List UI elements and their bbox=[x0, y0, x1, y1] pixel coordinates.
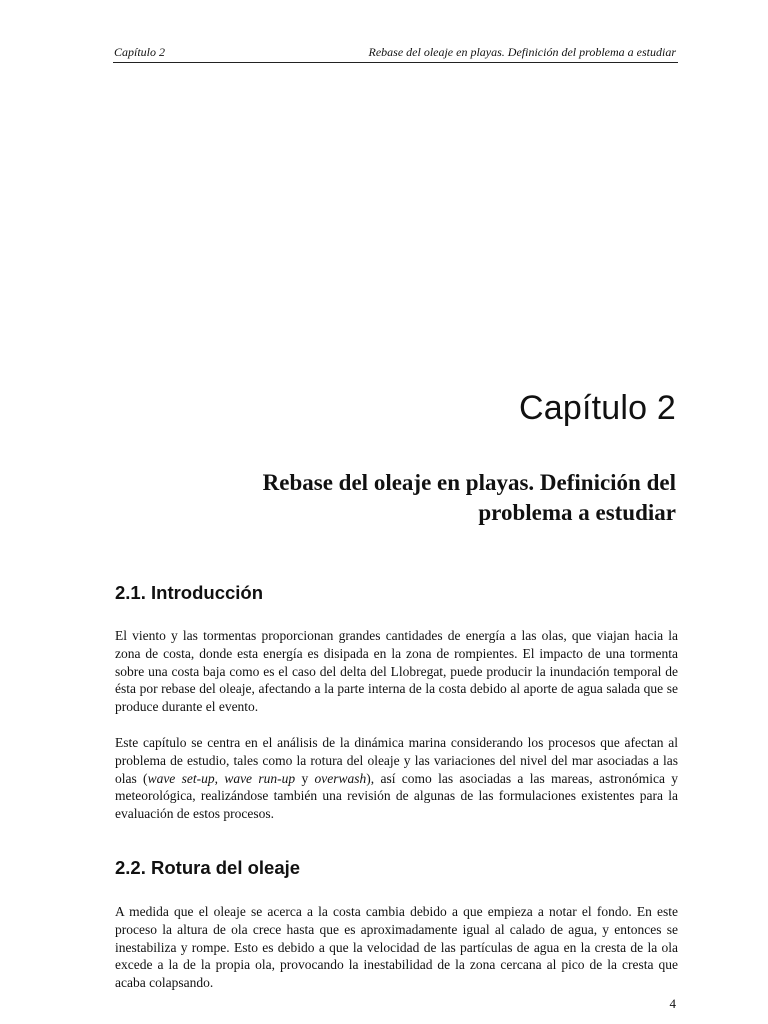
term-wave-set-up: wave set-up bbox=[147, 770, 215, 786]
paragraph-intro-2-sep-2: y bbox=[295, 770, 315, 786]
header-chapter-label: Capítulo 2 bbox=[114, 45, 166, 59]
paragraph-intro-1: El viento y las tormentas proporcionan grandes cantidades de energía a las olas, que viajan hacia la zona de costa, donde esta energía es disipada en la zona de rompientes. El impacto de una tormenta sobre una costa baja como es el caso del delta del Llobregat, puede producir la inundación temporal de ésta por rebase del oleaje, afectando a la parte interna de la costa debido al aporte de agua salada que se produce durante el evento. bbox=[115, 628, 678, 715]
section-heading-introduccion: 2.1. Introducción bbox=[115, 582, 264, 603]
chapter-title-line-1: Rebase del oleaje en playas. Definición del bbox=[262, 470, 676, 495]
header-chapter-title: Rebase del oleaje en playas. Definición del problema a estudiar bbox=[368, 45, 676, 59]
paragraph-intro-2-text-b: ), así como las asociadas a las mareas, astronómica y meteorológica, realizándose también una revisión de algunas de las formulaciones existentes para la evaluación de estos procesos. bbox=[115, 770, 679, 822]
paragraph-intro-2-text-a: Este capítulo se centra en el análisis de la dinámica marina considerando los procesos que afectan al problema de estudio, tales como la rotura del oleaje y las variaciones del nivel del mar asociadas a las olas ( bbox=[115, 735, 678, 786]
page-number: 4 bbox=[669, 996, 676, 1011]
term-overwash: overwash bbox=[314, 770, 367, 786]
chapter-title bbox=[196, 468, 676, 528]
section-heading-rotura: 2.2. Rotura del oleaje bbox=[115, 857, 301, 878]
term-wave-run-up: wave run-up bbox=[224, 770, 296, 786]
running-header bbox=[113, 44, 678, 63]
chapter-title-line-2: problema a estudiar bbox=[478, 500, 676, 525]
chapter-number-heading: Capítulo 2 bbox=[519, 389, 676, 427]
paragraph-intro-2-sep-1: , bbox=[214, 770, 225, 786]
paragraph-rotura-1: A medida que el oleaje se acerca a la costa cambia debido a que empieza a notar el fondo. En este proceso la altura de ola crece hasta que es aproximadamente igual al calado de agua, y entonces se inestabiliza y rompe. Esto es debido a que la velocidad de las partículas de agua en la cresta de la ola excede a la de la propia ola, provocando la inestabilidad de la zona cercana al pico de la cresta que acaba colapsando. bbox=[115, 904, 678, 991]
paragraph-intro-2 bbox=[115, 734, 678, 823]
